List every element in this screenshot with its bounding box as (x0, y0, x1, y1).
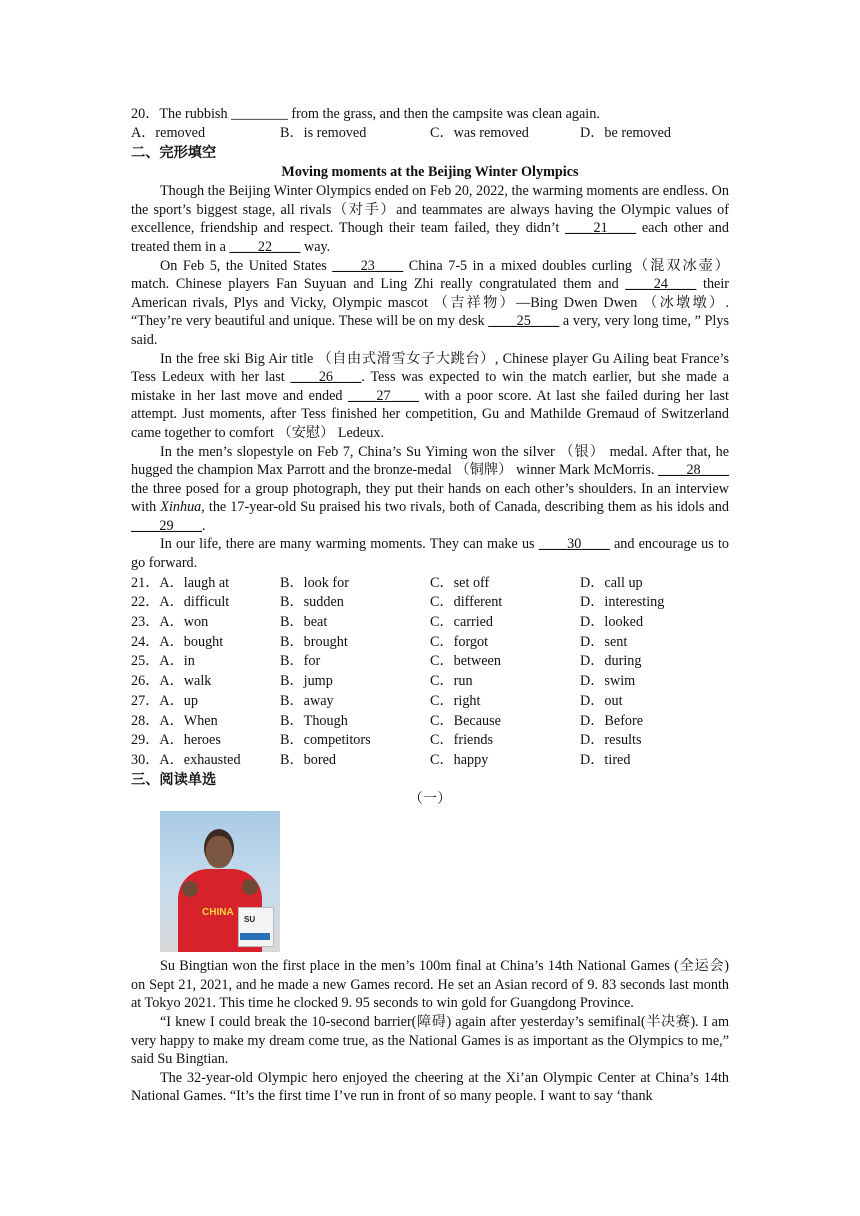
q20-option-a: A．removed (131, 125, 206, 142)
options-row-21: 21．A．laugh at B．look for C．set off D．call up (131, 574, 643, 591)
cloze-paragraph-4: In the men’s slopestyle on Feb 7, China’s Su Yiming won the silver （银） medal. After that, he hugged the champion Max Parrott and the bronze-medal （铜牌） winner Mark McMorris. ____28____ the three posed for a group photograph, they put their hands on each other’s shoulders. In an interview with Xinhua, the 17-year-old Su praised his two rivals, both of Canada, describing them as his idols and ____29____. (131, 443, 729, 534)
passage-1-label: （一） (408, 790, 452, 807)
blank-26: ____26____ (290, 369, 362, 386)
section-2-heading: 二、完形填空 (131, 144, 217, 161)
section-3-heading: 三、阅读单选 (131, 771, 217, 788)
q20-option-d: D．be removed (580, 125, 672, 142)
blank-24: ____24____ (625, 276, 697, 293)
race-bib (238, 907, 274, 947)
options-row-26: 26．A．walk B．jump C．run D．swim (131, 673, 636, 690)
blank-27: ____27____ (347, 387, 419, 404)
options-row-25: 25．A．in B．for C．between D．during (131, 653, 642, 670)
document-page (131, 105, 729, 1106)
athlete-photo (160, 811, 280, 952)
reading-paragraph-3: The 32-year-old Olympic hero enjoyed the cheering at the Xi’an Olympic Center at China’s 14th National Games. “It’s the first time I’ve run in front of so many people. I want to say ‘thank (131, 1069, 729, 1105)
options-row-24: 24．A．bought B．brought C．forgot D．sent (131, 633, 628, 650)
blank-21: ____21____ (565, 220, 637, 237)
blank-22: ____22____ (229, 238, 301, 255)
cloze-paragraph-3: In the free ski Big Air title （自由式滑雪女子大跳台）, Chinese player Gu Ailing beat France’s Tess Ledeux with her last ____26____. Tess was expected to win the match earlier, but she made a mistake in her last move and ended ____27____ with a poor score. At last she failed during her last attempt. Just moments, after Tess finished her competition, Gu and Mathilde Gremaud of Switzerland came together to comfort （安慰） Ledeux. (131, 350, 729, 441)
blank-29: ____29____ (131, 517, 202, 534)
options-row-29: 29．A．heroes B．competitors C．friends D．results (131, 732, 642, 749)
question-20-options (131, 124, 729, 143)
blank-28: ____28____ (658, 462, 729, 479)
cloze-paragraph-5: In our life, there are many warming moments. They can make us ____30____ and encourage us to go forward. (131, 536, 729, 572)
options-row-27: 27．A．up B．away C．right D．out (131, 692, 623, 709)
xinhua-italic: Xinhua (160, 499, 202, 516)
options-row-22: 22．A．difficult B．sudden C．different D．interesting (131, 594, 665, 611)
face-shape (206, 836, 232, 868)
q20-option-c: C．was removed (430, 125, 529, 142)
bib-stripe (240, 933, 270, 940)
options-row-30: 30．A．exhausted B．bored C．happy D．tired (131, 751, 631, 768)
q20-option-b: B．is removed (280, 125, 367, 142)
cloze-options (131, 574, 729, 771)
options-row-28: 28．A．When B．Though C．Because D．Before (131, 712, 644, 729)
blank-30: ____30____ (538, 536, 610, 553)
jersey-text: CHINA (202, 907, 234, 919)
blank-23: ____23____ (332, 257, 404, 274)
reading-paragraph-2: “I knew I could break the 10-second barrier(障碍) again after yesterday’s semifinal(半决赛). I am very happy to make my dream come true, as the National Games is as important as the Olympics to me,” said Su Bingtian. (131, 1014, 729, 1068)
cloze-paragraph-2: On Feb 5, the United States ____23____ China 7-5 in a mixed doubles curling（混双冰壶）match. Chinese players Fan Suyuan and Ling Zhi really congratulated them and ____24____ their American rivals, Plys and Vicky, Olympic mascot （吉祥物）—Bing Dwen Dwen （冰墩墩）. “They’re very beautiful and unique. These will be on my desk ____25____ a very, very long time, ” Plys said. (131, 257, 730, 348)
question-20-stem: 20．The rubbish ________ from the grass, and then the campsite was clean again. (131, 106, 600, 122)
cloze-paragraph-1: Though the Beijing Winter Olympics ended on Feb 20, 2022, the warming moments are endless. On the sport’s biggest stage, all rivals（对手）and teammates are always having the Olympic values of excellence, friendship and respect. Though their team failed, they didn’t ____21____ each other and treated them in a ____22____ way. (131, 183, 729, 255)
bib-text: SU (244, 915, 256, 925)
passage-title: Moving moments at the Beijing Winter Olympics (281, 163, 579, 180)
options-row-23: 23．A．won B．beat C．carried D．looked (131, 614, 644, 631)
reading-paragraph-1: Su Bingtian won the first place in the men’s 100m final at China’s 14th National Games (全运会) on Sept 21, 2021, and he made a new Games record. He set an Asian record of 9. 83 seconds last month at Tokyo 2021. This time he clocked 9. 95 seconds to win gold for Guangdong Province. (131, 958, 729, 1012)
blank-25: ____25____ (488, 313, 560, 330)
